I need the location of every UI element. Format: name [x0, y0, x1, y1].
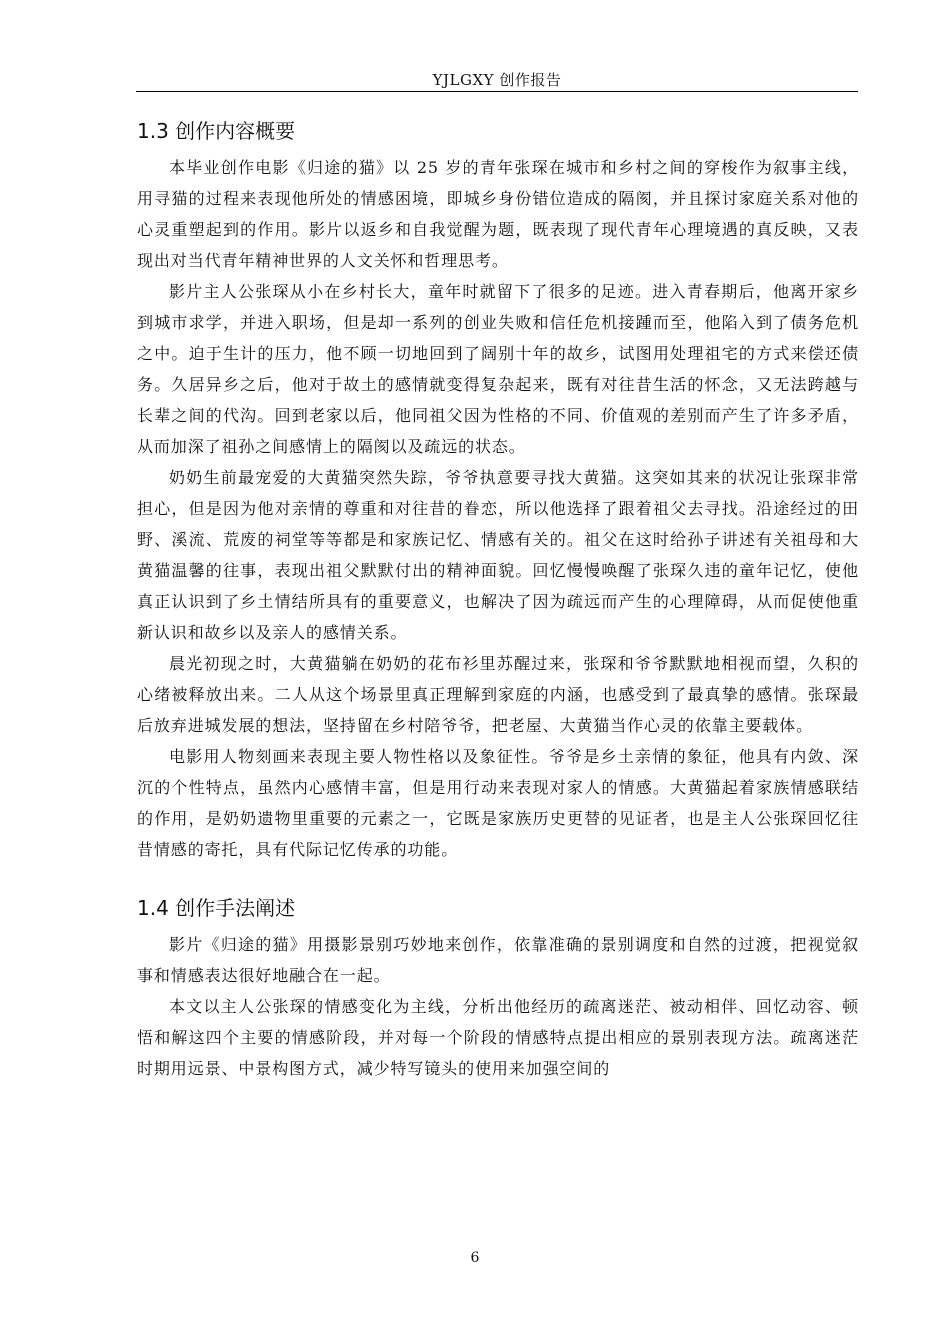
header-rule — [136, 91, 858, 92]
paragraph: 影片《归途的猫》用摄影景别巧妙地来创作，依靠准确的景别调度和自然的过渡，把视觉叙事和情感表达很好地融合在一起。 — [137, 935, 859, 985]
paragraph: 本文以主人公张琛的情感变化为主线，分析出他经历的疏离迷茫、被动相伴、回忆动容、顿悟和解这四个主要的情感阶段，并对每一个阶段的情感特点提出相应的景别表现方法。疏离迷茫时期用远景、中景构图方式，减少特写镜头的使用来加强空间的 — [137, 997, 859, 1078]
section-1-3-body — [137, 152, 859, 865]
section-1-4-body — [137, 929, 859, 1084]
running-header: YJLGXY 创作报告 — [432, 71, 562, 89]
paragraph: 奶奶生前最宠爱的大黄猫突然失踪，爷爷执意要寻找大黄猫。这突如其来的状况让张琛非常担心，但是因为他对亲情的尊重和对往昔的眷恋，所以他选择了跟着祖父去寻找。沿途经过的田野、溪流、荒废的祠堂等等都是和家族记忆、情感有关的。祖父在这时给孙子讲述有关祖母和大黄猫温馨的往事，表现出祖父默默付出的精神面貌。回忆慢慢唤醒了张琛久违的童年记忆，使他真正认识到了乡土情结所具有的重要意义，也解决了因为疏远而产生的心理障碍，从而促使他重新认识和故乡以及亲人的感情关系。 — [137, 468, 859, 642]
paragraph: 影片主人公张琛从小在乡村长大，童年时就留下了很多的足迹。进入青春期后，他离开家乡到城市求学，并进入职场，但是却一系列的创业失败和信任危机接踵而至，他陷入到了债务危机之中。迫于生计的压力，他不顾一切地回到了阔别十年的故乡，试图用处理祖宅的方式来偿还债务。久居异乡之后，他对于故土的感情就变得复杂起来，既有对往昔生活的怀念，又无法跨越与长辈之间的代沟。回到老家以后，他同祖父因为性格的不同、价值观的差别而产生了许多矛盾，从而加深了祖孙之间感情上的隔阂以及疏远的状态。 — [137, 282, 859, 456]
page-number: 6 — [470, 1250, 480, 1266]
page-body — [137, 114, 859, 1084]
paragraph: 本毕业创作电影《归途的猫》以 25 岁的青年张琛在城市和乡村之间的穿梭作为叙事主线，用寻猫的过程来表现他所处的情感困境，即城乡身份错位造成的隔阂，并且探讨家庭关系对他的心灵重塑起到的作用。影片以返乡和自我觉醒为题，既表现了现代青年心理境遇的真反映，又表现出对当代青年精神世界的人文关怀和哲理思考。 — [137, 158, 859, 270]
section-heading-1-3: 1.3 创作内容概要 — [137, 119, 296, 143]
section-heading-1-4: 1.4 创作手法阐述 — [137, 896, 296, 920]
paragraph: 电影用人物刻画来表现主要人物性格以及象征性。爷爷是乡土亲情的象征，他具有内敛、深沉的个性特点，虽然内心感情丰富，但是用行动来表现对家人的情感。大黄猫起着家族情感联结的作用，是奶奶遗物里重要的元素之一，它既是家族历史更替的见证者，也是主人公张琛回忆往昔情感的寄托，具有代际记忆传承的功能。 — [137, 747, 859, 859]
paragraph: 晨光初现之时，大黄猫躺在奶奶的花布衫里苏醒过来，张琛和爷爷默默地相视而望，久积的心绪被释放出来。二人从这个场景里真正理解到家庭的内涵，也感受到了最真挚的感情。张琛最后放弃进城发展的想法，坚持留在乡村陪爷爷，把老屋、大黄猫当作心灵的依靠主要载体。 — [137, 654, 859, 735]
